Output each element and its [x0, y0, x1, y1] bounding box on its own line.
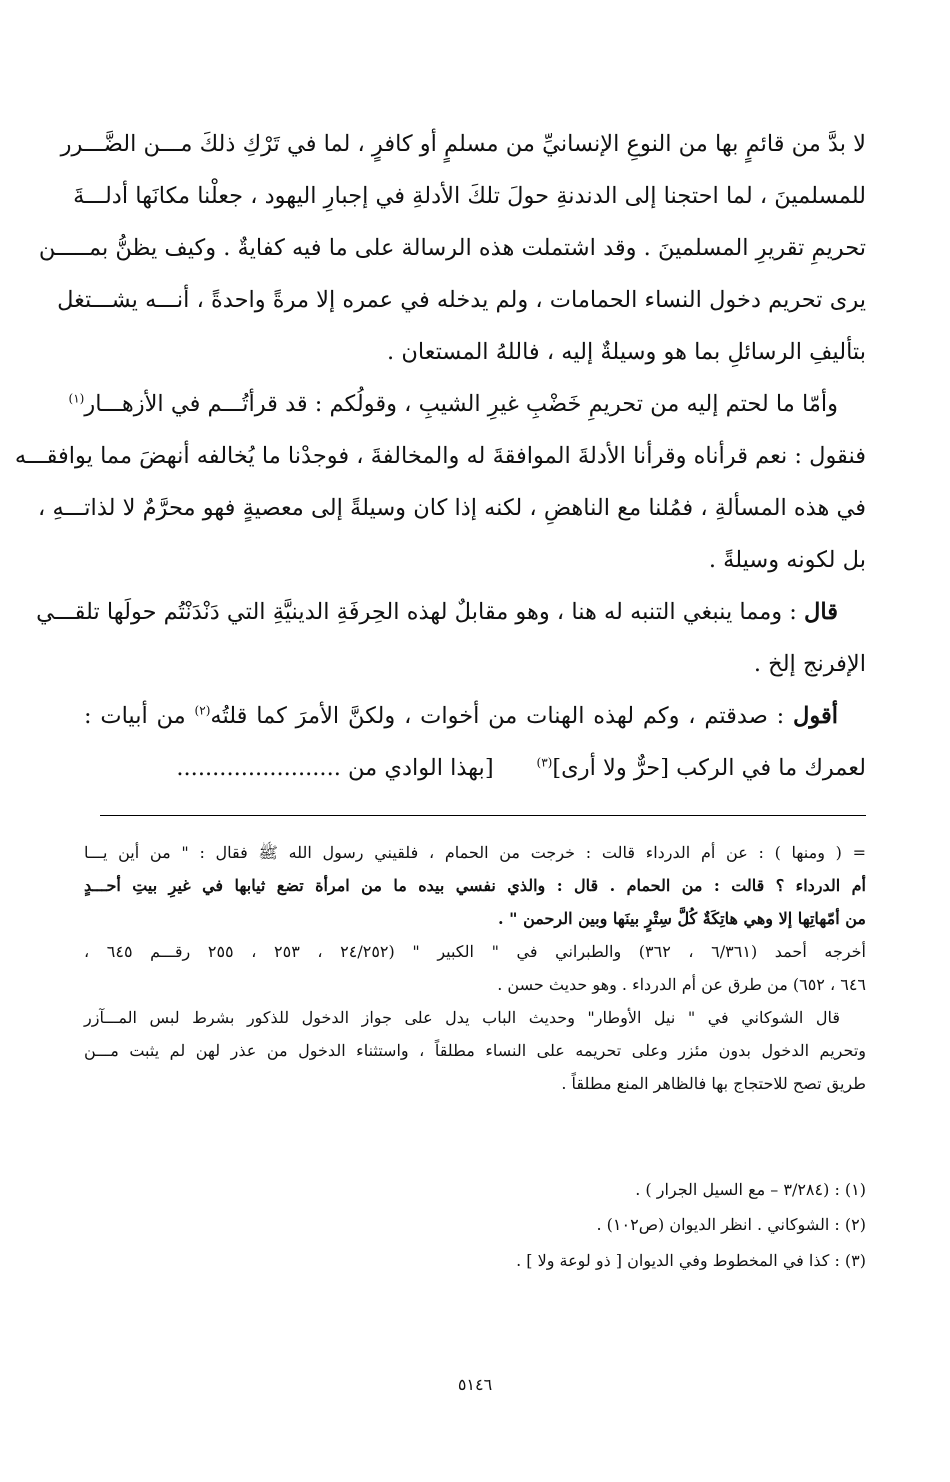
qal-label: قال — [804, 599, 838, 625]
aqul-label: أقول — [793, 703, 838, 729]
qal-line — [36, 586, 866, 638]
footnote-ref-1: (١) — [68, 391, 85, 406]
text-line: تحريمِ تقريرِ المسلمينَ . وقد اشتملت هذه الرسالة على ما فيه كفايةٌ . وكيف يظنُّ بمـــــن — [38, 235, 866, 261]
verse-hemistich: لعمرك ما في الركب [حرٌّ ولا أرى] — [552, 755, 866, 781]
text-line: يرى تحريم دخول النساء الحمامات ، ولم يدخله في عمره إلا مرةً واحدةً ، أنـــه يشـــتغل — [57, 287, 866, 313]
text-line: بل لكونه وسيلةً . — [708, 547, 866, 573]
text-line: فنقول : نعم قرأناه وقرأنا الأدلةَ الموافقةَ له والمخالفةَ ، فوجدْنا ما يُخالفه أنهضَ مما يوافقـــه — [14, 443, 866, 469]
main-text-block — [14, 118, 866, 794]
aqul-line — [84, 690, 866, 742]
text-segment: من أبيات : — [84, 703, 186, 729]
text-line: بتأليفِ الرسائلِ بما هو وسيلةٌ إليه ، فاللهُ المستعان . — [387, 339, 866, 365]
page-number: ٥١٤٦ — [457, 1375, 493, 1394]
footnote-line: أم الدرداء ؟ قالت : من الحمام . قال : والذي نفسي بيده ما من امرأة تضع ثيابها في غيرِ بيتِ أحـــدٍ — [84, 876, 866, 895]
footnote-line: أخرجه أحمد (٦/٣٦١ ، ٣٦٢) والطبراني في " الكبير " (٢٤/٢٥٢ ، ٢٥٣ ، ٢٥٥ رقـــم ٦٤٥ ، — [84, 942, 866, 961]
text-line: الإفرنج إلخ . — [753, 651, 866, 677]
verse-hemistich: [بهذا الوادي من ....................... — [176, 755, 494, 781]
footnote-line: طريق تصح للاحتجاج بها فالظاهر المنع مطلقاً . — [561, 1074, 866, 1093]
text-segment: وأمّا ما لحتم إليه من تحريمِ خَضْبِ غيرِ الشيبِ ، وقولُكم : قد قرأتُـــم في الأزهـــار — [84, 391, 838, 417]
text-line: للمسلمينَ ، لما احتجنا إلى الدندنةِ حولَ تلكَ الأدلةِ في إجبارِ اليهود ، جعلْنا مكانَها أدلـــةَ — [73, 183, 866, 209]
footnote-line: وتحريم الدخول بدون مئزر وعلى تحريمه على النساء مطلقاً ، واستثناء الدخول من عذر لهن لم يثبت مـــن — [84, 1041, 866, 1060]
footnote-line: ٦٤٦ ، ٦٥٢) من طرق عن أم الدرداء . وهو حديث حسن . — [497, 975, 866, 994]
text-line: لا بدَّ من قائمٍ بها من النوعِ الإنسانيِّ من مسلمٍ أو كافرٍ ، لما في تَرْكِ ذلكَ مـــن الضَّـــرر — [60, 131, 866, 157]
footnote-separator — [100, 815, 866, 816]
verse-line — [84, 742, 866, 794]
footnote-3: (٣) : كذا في المخطوط وفي الديوان [ ذو لوعة ولا ] . — [516, 1251, 866, 1270]
text-segment: : ومما ينبغي التنبه له هنا ، وهو مقابلٌ لهذه الحِرفَةِ الدينيَّةِ التي دَنْدَنْتُم حولَها تلقـــي — [36, 599, 797, 625]
footnote-line: = ( ومنها ) : عن أم الدرداء قالت : خرجت من الحمام ، فلقيني رسول الله ﷺ فقال : " من أين يـــا — [84, 843, 866, 862]
footnote-line: من أمّهاتِها إلا وهي هاتِكَةٌ كُلَّ سِتْرٍ بينَها وبين الرحمن " . — [498, 909, 866, 928]
footnotes-block — [84, 836, 866, 1100]
footnote-2: (٢) : الشوكاني . انظر الديوان (ص١٠٢) . — [596, 1215, 866, 1234]
text-line-with-reference — [68, 378, 866, 430]
text-segment: : صدقتم ، وكم لهذه الهنات من أخوات ، ولكنَّ الأمرَ كما قلتُه — [210, 703, 785, 729]
footnote-ref-3: (٣) — [536, 755, 553, 770]
text-line: في هذه المسألةِ ، فمُلنا مع الناهضِ ، لكنه إذا كان وسيلةً إلى معصيةٍ فهو محرَّمٌ لا لذاتـــهِ ، — [38, 495, 866, 521]
footnote-line: قال الشوكاني في " نيل الأوطار" وحديث الباب يدل على جواز الدخول للذكور بشرط لبس المـــآزر — [84, 1008, 840, 1027]
footnote-ref-2: (٢) — [194, 703, 211, 718]
footnote-1: (١) : (٣/٢٨٤ – مع السيل الجرار ) . — [635, 1180, 866, 1199]
